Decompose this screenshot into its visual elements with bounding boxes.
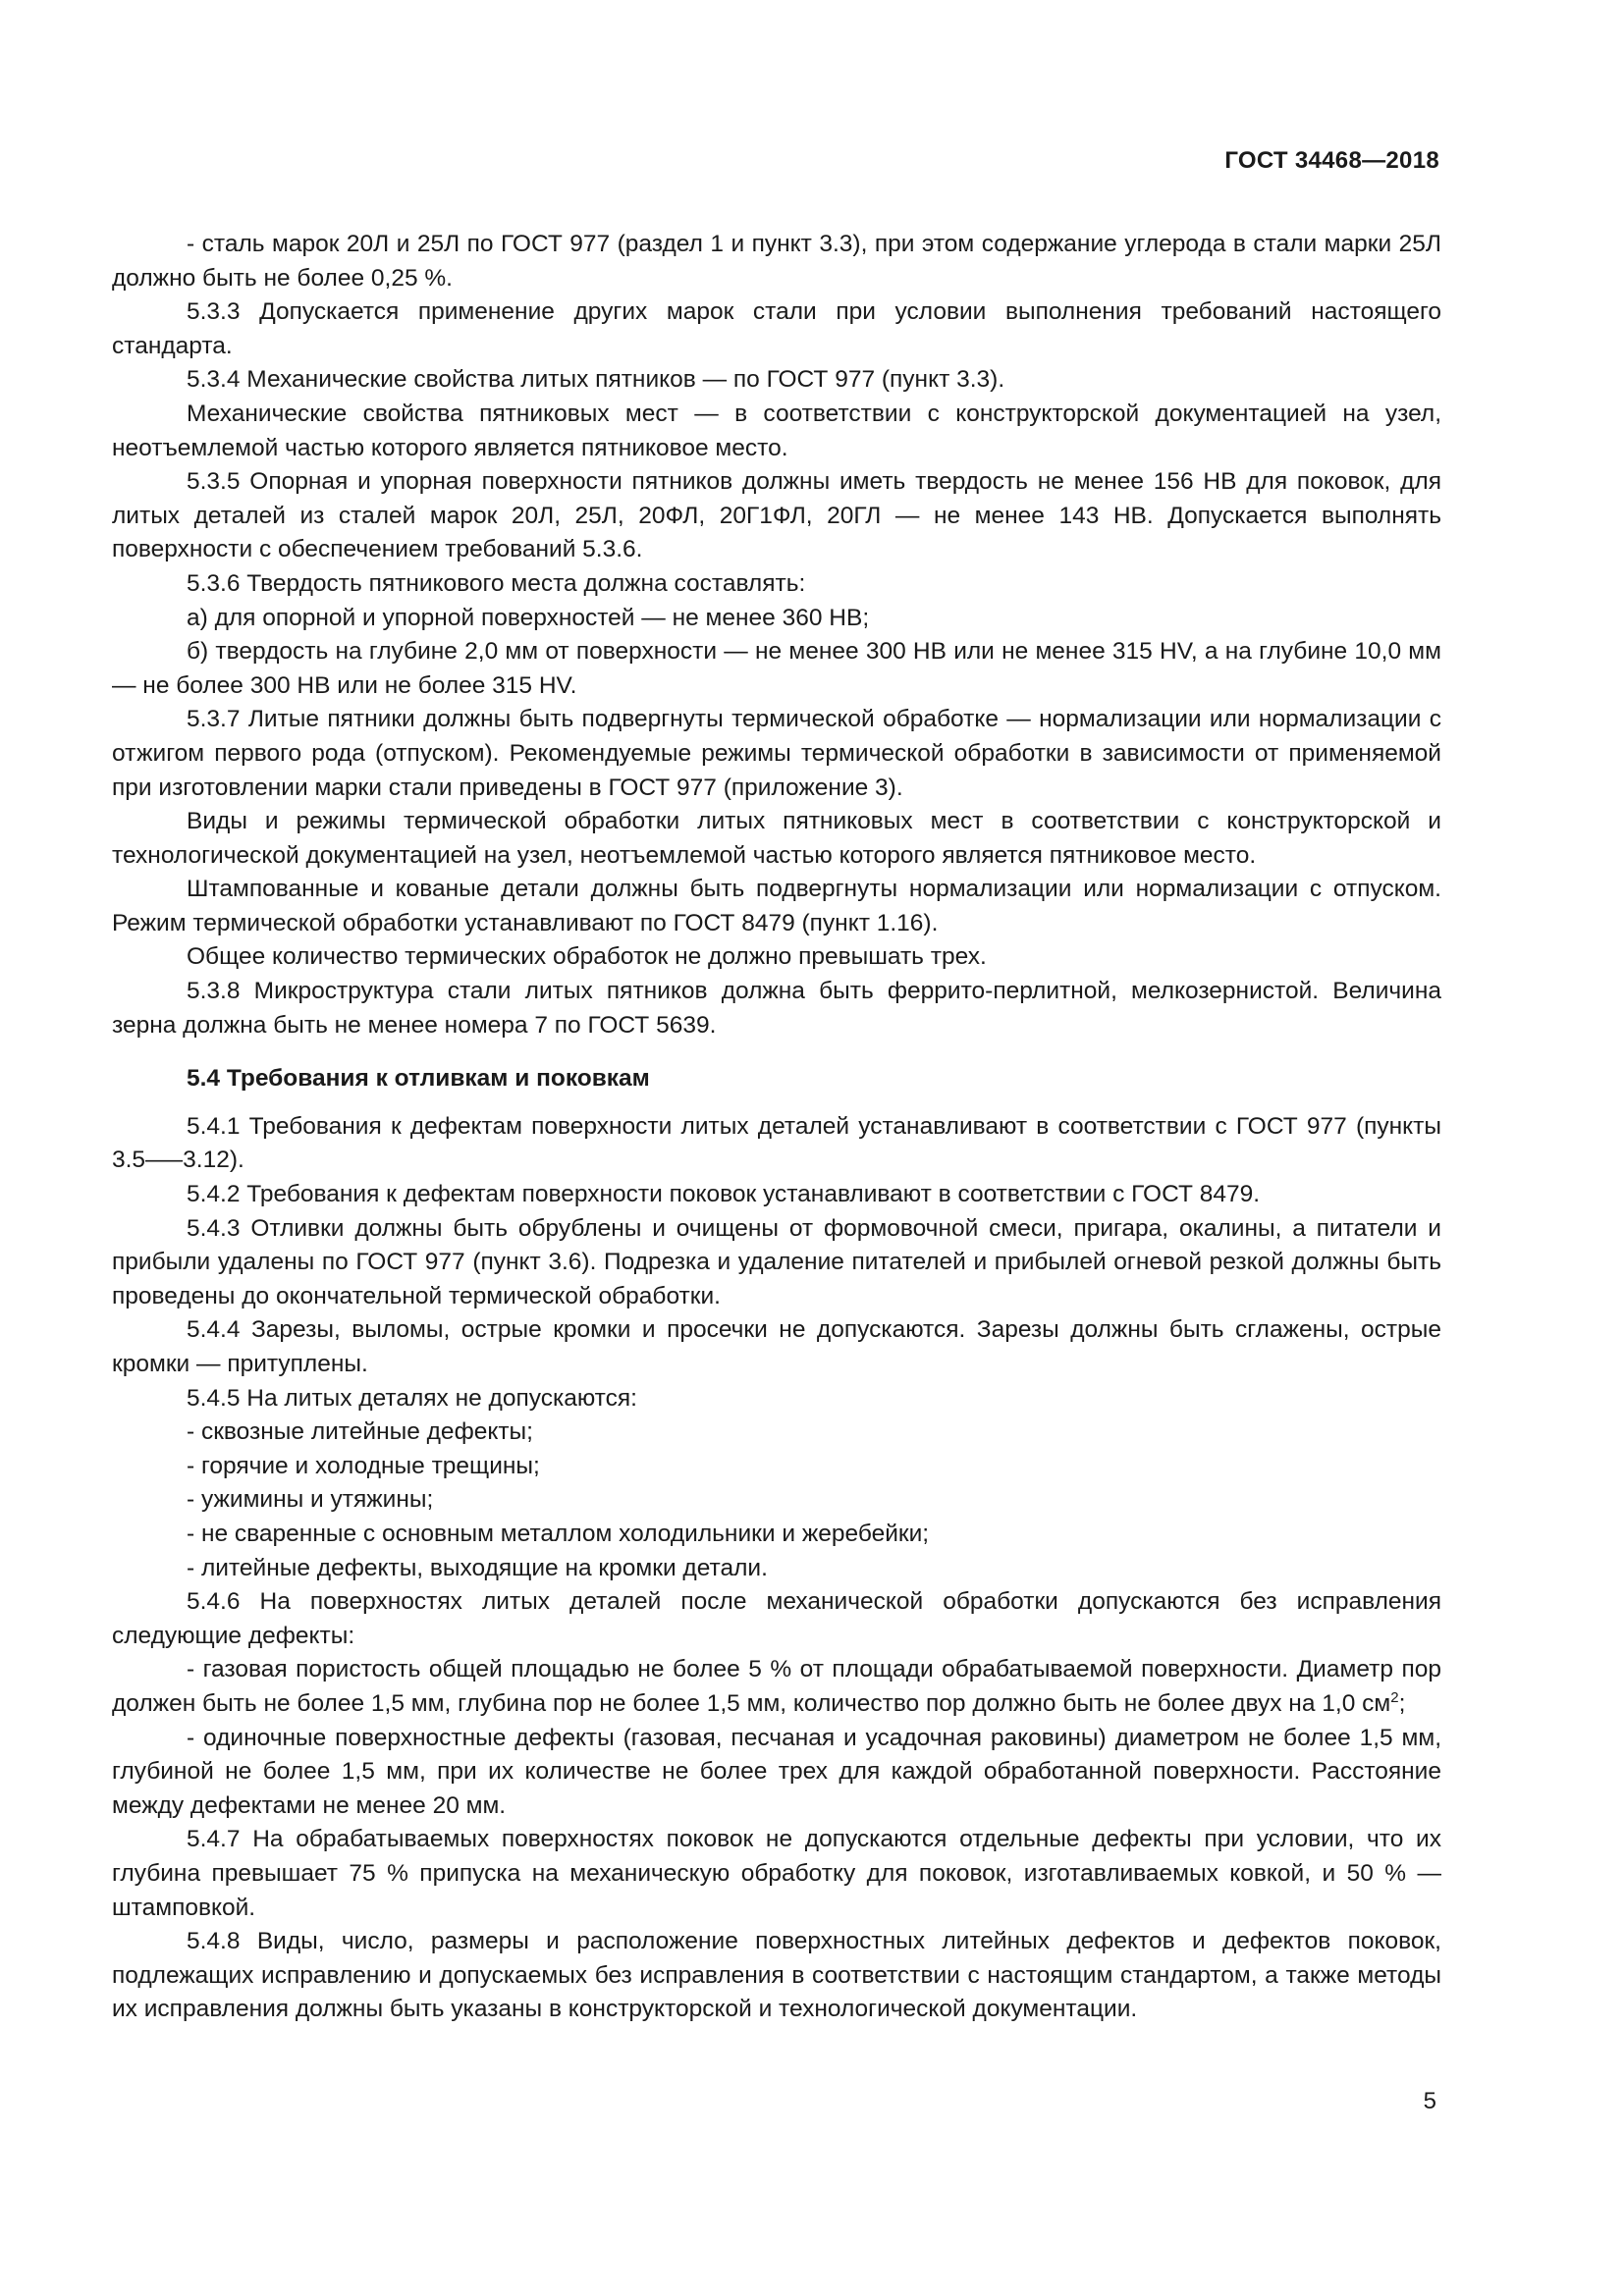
paragraph: Штампованные и кованые детали должны быть подвергнуты нормализации или нормализации с отпуском. Режим термической обработки устанавливают по ГОСТ 8479 (пункт 1.16). bbox=[112, 876, 1441, 936]
list-item: - сквозные литейные дефекты; bbox=[187, 1418, 533, 1446]
paragraph: 5.3.4 Механические свойства литых пятников — по ГОСТ 977 (пункт 3.3). bbox=[187, 366, 1005, 394]
paragraph: 5.3.7 Литые пятники должны быть подвергнуты термической обработке — нормализации или нормализации с отжигом первого рода (отпуском). Рекомендуемые режимы термической обработки в зависимости от применяемой при изготовлении марки стали приведены в ГОСТ 977 (приложение 3). bbox=[112, 706, 1441, 801]
paragraph: Виды и режимы термической обработки литых пятниковых мест в соответствии с конструкторской и технологической документацией на узел, неотъемлемой частью которого является пятниковое место. bbox=[112, 808, 1441, 869]
paragraph: 5.3.6 Твердость пятникового места должна составлять: bbox=[187, 569, 806, 597]
porosity-tail: ; bbox=[1398, 1689, 1406, 1717]
list-item: - литейные дефекты, выходящие на кромки детали. bbox=[187, 1554, 768, 1581]
section-heading: 5.4 Требования к отливкам и поковкам bbox=[187, 1065, 650, 1093]
paragraph: 5.4.5 На литых деталях не допускаются: bbox=[187, 1384, 637, 1412]
paragraph: 5.3.8 Микроструктура стали литых пятников должна быть феррито-перлитной, мелкозернистой. Величина зерна должна быть не менее номера 7 по ГОСТ 5639. bbox=[112, 978, 1441, 1039]
document-code-header: ГОСТ 34468—2018 bbox=[1224, 147, 1439, 174]
paragraph: Общее количество термических обработок не должно превышать трех. bbox=[187, 943, 987, 971]
paragraph: 5.4.7 На обрабатываемых поверхностях поковок не допускаются отдельные дефекты при условии, что их глубина превышает 75 % припуска на механическую обработку для поковок, изготавливаемых ковкой, и 50 % — штамповкой. bbox=[112, 1826, 1441, 1921]
list-item-porosity bbox=[112, 1653, 1441, 1721]
paragraph: 5.4.2 Требования к дефектам поверхности поковок устанавливают в соответствии с ГОСТ 8479. bbox=[187, 1181, 1261, 1208]
paragraph: 5.4.6 На поверхностях литых деталей после механической обработки допускаются без исправления следующие дефекты: bbox=[112, 1588, 1441, 1649]
document-body bbox=[112, 228, 1441, 2027]
porosity-text: - газовая пористость общей площадью не более 5 % от площади обрабатываемой поверхности. Диаметр пор должен быть не более 1,5 мм, глубина пор не более 1,5 мм, количество пор должно быть не более двух на 1,0 см bbox=[112, 1656, 1441, 1717]
paragraph: 5.4.3 Отливки должны быть обрублены и очищены от формовочной смеси, пригара, окалины, а питатели и прибыли удалены по ГОСТ 977 (пункт 3.6). Подрезка и удаление питателей и прибылей огневой резкой должны быть проведены до окончательной термической обработки. bbox=[112, 1214, 1441, 1309]
list-item: - горячие и холодные трещины; bbox=[187, 1452, 540, 1479]
page-number: 5 bbox=[1423, 2088, 1436, 2114]
list-item: - одиночные поверхностные дефекты (газовая, песчаная и усадочная раковины) диаметром не более 1,5 мм, глубиной не более 1,5 мм, при их количестве не более трех для каждой обработанной поверхности. Расстояние между дефектами не менее 20 мм. bbox=[112, 1724, 1441, 1819]
paragraph: 5.4.8 Виды, число, размеры и расположение поверхностных литейных дефектов и дефектов поковок, подлежащих исправлению и допускаемых без исправления в соответствии с настоящим стандартом, а также методы их исправления должны быть указаны в конструкторской и технологической документации. bbox=[112, 1928, 1441, 2023]
paragraph: б) твердость на глубине 2,0 мм от поверхности — не менее 300 НВ или не менее 315 HV, а на глубине 10,0 мм — не более 300 НВ или не более 315 HV. bbox=[112, 638, 1441, 699]
paragraph: Механические свойства пятниковых мест — в соответствии с конструкторской документацией на узел, неотъемлемой частью которого является пятниковое место. bbox=[112, 400, 1441, 461]
paragraph: 5.4.1 Требования к дефектам поверхности литых деталей устанавливают в соответствии с ГОСТ 977 (пункты 3.5—–3.12). bbox=[112, 1112, 1441, 1174]
list-item: - не сваренные с основным металлом холодильники и жеребейки; bbox=[187, 1520, 930, 1547]
paragraph: 5.3.3 Допускается применение других марок стали при условии выполнения требований настоящего стандарта. bbox=[112, 298, 1441, 359]
paragraph: - сталь марок 20Л и 25Л по ГОСТ 977 (раздел 1 и пункт 3.3), при этом содержание углерода в стали марки 25Л должно быть не более 0,25 %. bbox=[112, 231, 1441, 292]
superscript: 2 bbox=[1390, 1688, 1399, 1706]
list-item: - ужимины и утяжины; bbox=[187, 1486, 434, 1514]
paragraph: а) для опорной и упорной поверхностей — не менее 360 НВ; bbox=[187, 604, 870, 631]
paragraph: 5.4.4 Зарезы, выломы, острые кромки и просечки не допускаются. Зарезы должны быть сглажены, острые кромки — притуплены. bbox=[112, 1316, 1441, 1377]
paragraph: 5.3.5 Опорная и упорная поверхности пятников должны иметь твердость не менее 156 НВ для поковок, для литых деталей из сталей марок 20Л, 25Л, 20ФЛ, 20Г1ФЛ, 20ГЛ — не менее 143 НВ. Допускается выполнять поверхности с обеспечением требований 5.3.6. bbox=[112, 468, 1441, 563]
